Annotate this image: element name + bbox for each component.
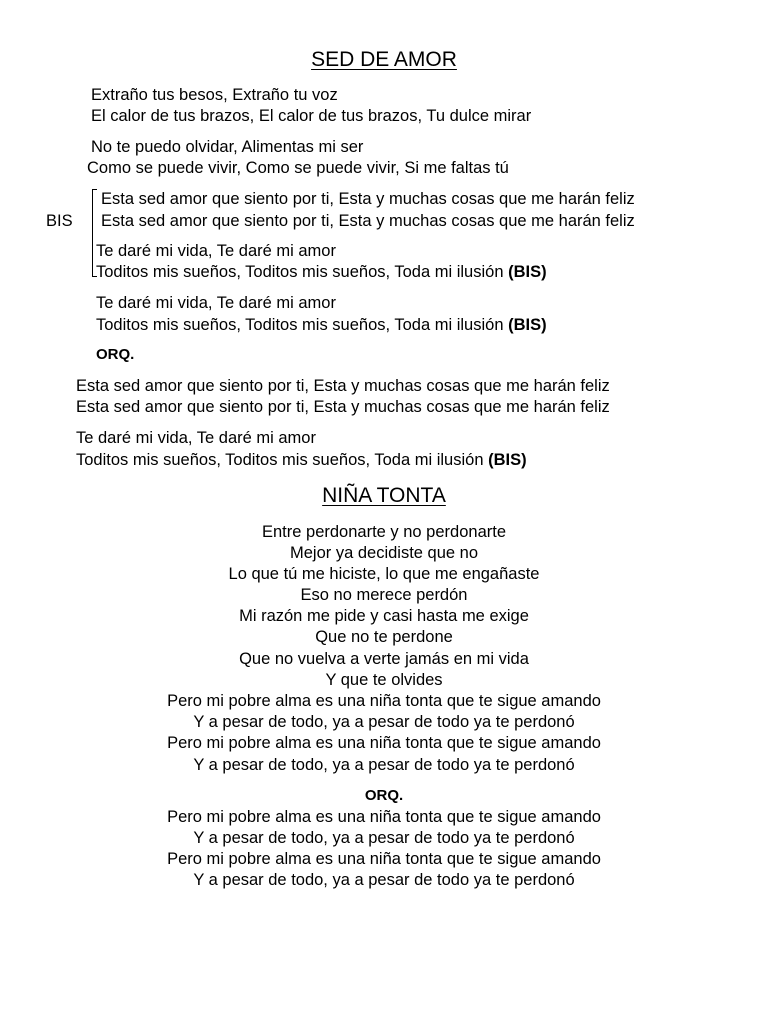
- orq-label: ORQ.: [96, 346, 135, 363]
- lyric-line: Te daré mi vida, Te daré mi amor: [76, 429, 316, 447]
- lyric-line: Que no vuelva a verte jamás en mi vida: [239, 650, 529, 668]
- lyric-line: Extraño tus besos, Extraño tu voz: [91, 86, 338, 104]
- lyric-line: Te daré mi vida, Te daré mi amor: [96, 242, 336, 260]
- lyric-line: Pero mi pobre alma es una niña tonta que te sigue amando: [167, 808, 601, 826]
- lyric-line: Te daré mi vida, Te daré mi amor: [96, 294, 336, 312]
- lyric-line: Mi razón me pide y casi hasta me exige: [239, 607, 529, 625]
- lyric-line: Esta sed amor que siento por ti, Esta y muchas cosas que me harán feliz: [76, 398, 610, 416]
- lyric-line: No te puedo olvidar, Alimentas mi ser: [91, 138, 364, 156]
- bis-tag: (BIS): [508, 316, 547, 334]
- bis-label: BIS: [46, 212, 73, 230]
- lyric-line: Lo que tú me hiciste, lo que me engañaste: [228, 565, 540, 583]
- lyric-line: El calor de tus brazos, El calor de tus brazos, Tu dulce mirar: [91, 107, 532, 125]
- lyric-line: Y a pesar de todo, ya a pesar de todo ya te perdonó: [193, 829, 575, 847]
- orq-label: ORQ.: [364, 787, 404, 804]
- bis-tag: (BIS): [508, 263, 547, 281]
- lyric-line: Eso no merece perdón: [300, 586, 468, 604]
- lyric-line: Y a pesar de todo, ya a pesar de todo ya te perdonó: [193, 756, 575, 774]
- song-title-sed-de-amor: SED DE AMOR: [311, 48, 457, 71]
- lyric-line: Esta sed amor que siento por ti, Esta y muchas cosas que me harán feliz: [76, 377, 610, 395]
- lyric-line: Y que te olvides: [325, 671, 443, 689]
- lyric-line: Pero mi pobre alma es una niña tonta que te sigue amando: [167, 850, 601, 868]
- bis-bracket-top: [92, 189, 97, 190]
- lyric-line: Pero mi pobre alma es una niña tonta que te sigue amando: [167, 692, 601, 710]
- song-title-nina-tonta: NIÑA TONTA: [322, 484, 446, 507]
- lyric-line: Y a pesar de todo, ya a pesar de todo ya te perdonó: [193, 871, 575, 889]
- lyric-line: Toditos mis sueños, Toditos mis sueños, Toda mi ilusión (BIS): [76, 451, 527, 469]
- lyric-line: Esta sed amor que siento por ti, Esta y muchas cosas que me harán feliz: [101, 212, 635, 230]
- lyric-line: Como se puede vivir, Como se puede vivir, Si me faltas tú: [87, 159, 509, 177]
- lyric-line: Que no te perdone: [315, 628, 453, 646]
- lyric-line: Toditos mis sueños, Toditos mis sueños, Toda mi ilusión (BIS): [96, 263, 547, 281]
- lyric-line: Esta sed amor que siento por ti, Esta y muchas cosas que me harán feliz: [101, 190, 635, 208]
- lyric-line: Mejor ya decidiste que no: [289, 544, 479, 562]
- bis-tag: (BIS): [488, 451, 527, 469]
- bis-bracket: [92, 189, 93, 277]
- lyric-line: Toditos mis sueños, Toditos mis sueños, Toda mi ilusión (BIS): [96, 316, 547, 334]
- lyric-line: Entre perdonarte y no perdonarte: [262, 523, 506, 541]
- lyric-line: Pero mi pobre alma es una niña tonta que te sigue amando: [167, 734, 601, 752]
- lyric-line: Y a pesar de todo, ya a pesar de todo ya te perdonó: [193, 713, 575, 731]
